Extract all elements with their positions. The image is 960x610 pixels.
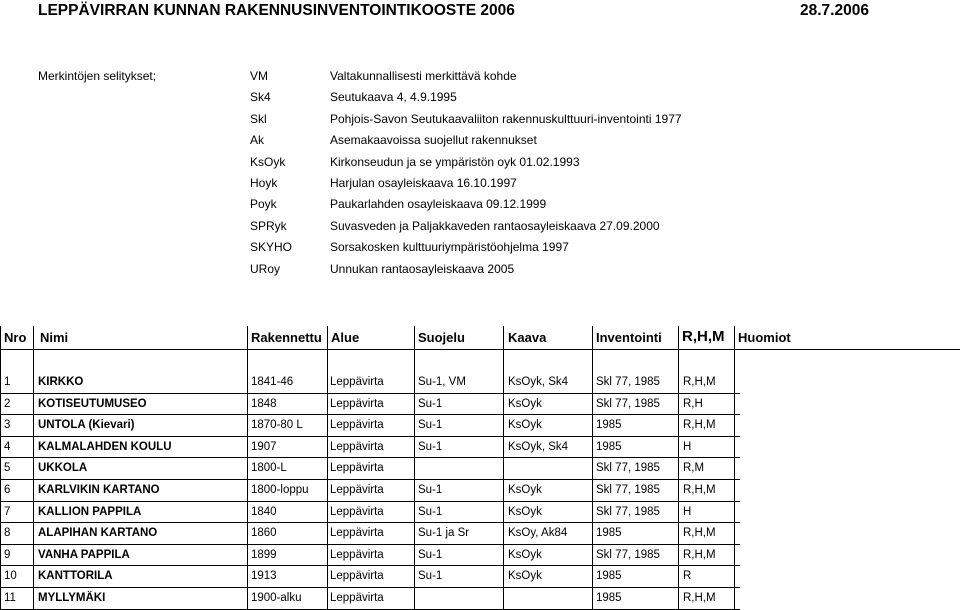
cell-nimi: VANHA PAPPILA	[38, 548, 130, 561]
header-alue: Alue	[331, 330, 360, 345]
cell-nro: 11	[4, 592, 16, 604]
header-rakennettu: Rakennettu	[251, 330, 322, 345]
legend-description: Kirkonseudun ja se ympäristön oyk 01.02.1993	[330, 155, 580, 169]
cell-inventointi: 1985	[596, 440, 622, 453]
cell-kaava: KsOyk	[508, 505, 542, 518]
cell-nro: 8	[4, 527, 11, 540]
legend-description: Valtakunnallisesti merkittävä kohde	[330, 69, 517, 83]
cell-suojelu: Su-1	[418, 505, 443, 518]
cell-inventointi: 1985	[596, 592, 622, 604]
cell-rakennettu: 1841-46	[251, 376, 294, 388]
cell-inventointi: Skl 77, 1985	[596, 484, 660, 496]
cell-rhm: R,H,M	[683, 484, 716, 496]
cell-inventointi: 1985	[596, 419, 622, 432]
cell-nimi: KOTISEUTUMUSEO	[38, 397, 147, 410]
cell-suojelu: Su-1 ja Sr	[418, 527, 470, 540]
cell-rhm: R,H,M	[683, 548, 716, 561]
cell-rakennettu: 1870-80 L	[251, 419, 303, 432]
cell-nro: 3	[4, 419, 11, 432]
legend-code: Skl	[250, 112, 267, 126]
table-row	[0, 545, 960, 566]
header-rhm: R,H,M	[682, 328, 725, 345]
cell-alue: Leppävirta	[330, 548, 384, 561]
cell-nro: 1	[4, 376, 11, 388]
cell-rhm: R,H,M	[683, 419, 716, 432]
cell-nimi: KALMALAHDEN KOULU	[38, 440, 172, 453]
cell-nimi: UNTOLA (Kievari)	[38, 419, 135, 432]
legend-description: Seutukaava 4, 4.9.1995	[330, 90, 457, 104]
cell-rhm: R,H,M	[683, 527, 716, 540]
cell-inventointi: Skl 77, 1985	[596, 548, 660, 561]
cell-alue: Leppävirta	[330, 397, 384, 410]
cell-alue: Leppävirta	[330, 527, 384, 540]
cell-rakennettu: 1900-alku	[251, 592, 302, 604]
cell-suojelu: Su-1	[418, 397, 443, 410]
cell-rhm: H	[683, 440, 692, 453]
document-date: 28.7.2006	[800, 2, 869, 19]
cell-rakennettu: 1848	[251, 397, 277, 410]
cell-alue: Leppävirta	[330, 376, 384, 388]
legend-description: Suvasveden ja Paljakkaveden rantaosayleiskaava 27.09.2000	[330, 219, 660, 233]
cell-kaava: KsOyk	[508, 548, 542, 561]
table-row	[0, 588, 960, 609]
cell-rhm: R,M	[683, 462, 705, 475]
legend-description: Asemakaavoissa suojellut rakennukset	[330, 133, 537, 147]
table-row	[0, 480, 960, 501]
header-suojelu: Suojelu	[418, 330, 465, 345]
cell-nimi: KIRKKO	[38, 376, 84, 388]
cell-kaava: KsOy, Ak84	[508, 527, 568, 540]
cell-nro: 7	[4, 505, 11, 518]
legend-description: Sorsakosken kulttuuriympäristöohjelma 1997	[330, 240, 569, 254]
cell-suojelu: Su-1	[418, 570, 443, 583]
cell-rakennettu: 1800-loppu	[251, 484, 309, 496]
header-nimi: Nimi	[40, 330, 69, 345]
legend-code: Sk4	[250, 90, 271, 104]
cell-alue: Leppävirta	[330, 419, 384, 432]
cell-inventointi: Skl 77, 1985	[596, 462, 660, 475]
cell-kaava: KsOyk	[508, 570, 542, 583]
cell-nimi: KANTTORILA	[38, 570, 113, 583]
legend-description: Harjulan osayleiskaava 16.10.1997	[330, 176, 517, 190]
cell-rakennettu: 1907	[251, 440, 277, 453]
table-row	[0, 437, 960, 458]
legend-heading: Merkintöjen selitykset;	[38, 69, 157, 83]
title-bar	[38, 2, 960, 24]
cell-alue: Leppävirta	[330, 505, 384, 518]
cell-suojelu: Su-1	[418, 419, 443, 432]
legend-code: Ak	[250, 133, 265, 147]
legend-code: SKYHO	[250, 240, 293, 254]
legend-description: Unnukan rantaosayleiskaava 2005	[330, 262, 515, 276]
table-row	[0, 523, 960, 544]
legend-code: VM	[250, 69, 268, 83]
legend-code: SPRyk	[250, 219, 287, 233]
cell-alue: Leppävirta	[330, 440, 384, 453]
cell-alue: Leppävirta	[330, 570, 384, 583]
cell-nro: 9	[4, 548, 11, 561]
header-underline	[0, 349, 960, 350]
table-row	[0, 566, 960, 587]
cell-inventointi: 1985	[596, 570, 622, 583]
cell-rakennettu: 1899	[251, 548, 277, 561]
cell-nimi: MYLLYMÄKI	[38, 592, 106, 604]
cell-suojelu: Su-1, VM	[418, 376, 466, 388]
cell-nro: 2	[4, 397, 11, 410]
cell-nimi: ALAPIHAN KARTANO	[38, 527, 158, 540]
cell-rakennettu: 1860	[251, 527, 277, 540]
cell-nimi: KARLVIKIN KARTANO	[38, 484, 160, 496]
table-row	[0, 372, 960, 393]
cell-nro: 4	[4, 440, 11, 453]
cell-nimi: KALLION PAPPILA	[38, 505, 142, 518]
cell-alue: Leppävirta	[330, 484, 384, 496]
table-row	[0, 415, 960, 436]
cell-nimi: UKKOLA	[38, 462, 88, 475]
header-nro: Nro	[4, 330, 27, 345]
cell-kaava: KsOyk	[508, 419, 542, 432]
cell-rhm: R	[683, 570, 692, 583]
cell-rhm: R,H	[683, 397, 703, 410]
table-row	[0, 502, 960, 523]
cell-rakennettu: 1800-L	[251, 462, 287, 475]
cell-nro: 10	[4, 570, 17, 583]
cell-rhm: R,H,M	[683, 376, 716, 388]
cell-rhm: R,H,M	[683, 592, 716, 604]
legend-code: KsOyk	[250, 155, 286, 169]
cell-rakennettu: 1840	[251, 505, 277, 518]
cell-kaava: KsOyk	[508, 484, 542, 496]
legend-code: URoy	[250, 262, 281, 276]
table-row	[0, 394, 960, 415]
cell-kaava: KsOyk, Sk4	[508, 440, 569, 453]
table-row	[0, 458, 960, 479]
cell-inventointi: Skl 77, 1985	[596, 376, 660, 388]
cell-nro: 6	[4, 484, 11, 496]
cell-suojelu: Su-1	[418, 484, 443, 496]
header-kaava: Kaava	[508, 330, 547, 345]
header-huomiot: Huomiot	[738, 330, 791, 345]
cell-inventointi: Skl 77, 1985	[596, 505, 660, 518]
cell-nro: 5	[4, 462, 11, 475]
document-title: LEPPÄVIRRAN KUNNAN RAKENNUSINVENTOINTIKOOSTE 2006	[38, 2, 515, 19]
cell-inventointi: Skl 77, 1985	[596, 397, 660, 410]
cell-inventointi: 1985	[596, 527, 622, 540]
cell-rakennettu: 1913	[251, 570, 277, 583]
cell-suojelu: Su-1	[418, 440, 443, 453]
cell-kaava: KsOyk, Sk4	[508, 376, 569, 388]
legend-code: Hoyk	[250, 176, 278, 190]
cell-rhm: H	[683, 505, 692, 518]
legend-description: Paukarlahden osayleiskaava 09.12.1999	[330, 197, 547, 211]
cell-suojelu: Su-1	[418, 548, 443, 561]
cell-alue: Leppävirta	[330, 462, 384, 475]
header-inventointi: Inventointi	[596, 330, 662, 345]
cell-kaava: KsOyk	[508, 397, 542, 410]
cell-alue: Leppävirta	[330, 592, 384, 604]
legend-description: Pohjois-Savon Seutukaavaliiton rakennuskulttuuri-inventointi 1977	[330, 112, 682, 126]
legend-code: Poyk	[250, 197, 277, 211]
